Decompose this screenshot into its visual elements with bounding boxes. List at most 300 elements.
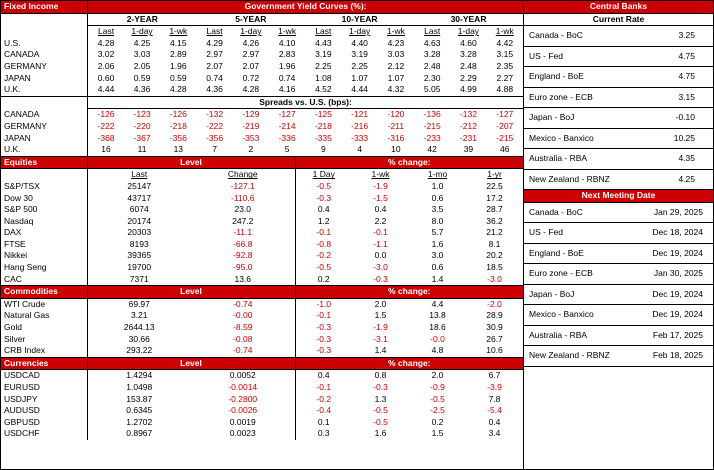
spread-value: -121 [351,109,369,120]
pct-change-value: -0.3 [373,273,388,284]
pct-change-value: -0.1 [316,310,332,321]
change-value: -0.00 [191,310,295,322]
pct-change-value: 2.2 [374,215,387,226]
spread-value: -123 [133,109,151,120]
col-1wk-eq: 1-wk [371,169,390,180]
table-row [1,298,523,310]
change-value: 0.0023 [191,428,295,440]
col-1yr-eq: 1-yr [487,169,502,180]
fixed-income-table [1,1,523,156]
equities-title: Equities [1,156,87,169]
table-row [524,223,713,244]
yield-value: 3.02 [97,49,115,60]
change-value: -0.2800 [191,394,295,406]
change-value: -110.6 [191,193,295,205]
row-label: USDCHF [1,428,87,440]
yield-value: 5.05 [423,84,441,95]
spacer-cell-2 [1,26,88,38]
table-row [524,87,713,108]
col-change-eq: Change [191,169,295,181]
pct-change-value: -0.1 [316,382,332,392]
next-meeting-title-row [524,190,713,203]
spread-value: -212 [459,120,477,131]
table-row [1,405,523,417]
yield-value: 1.96 [278,60,296,71]
spread-value: 4 [357,144,362,155]
pct-change-value: -0.2 [316,393,332,404]
spread-value: -215 [423,120,441,131]
pct-change-value: -1.1 [373,238,388,249]
col-1day-eq: 1 Day [312,169,335,180]
bank-value: Feb 18, 2025 [643,346,713,367]
yield-value: 1.08 [315,72,332,83]
bank-name: New Zealand - RBNZ [524,169,643,190]
col-last-eq: Last [131,169,148,180]
equities-header-row [1,156,523,169]
change-value: 0.0019 [191,417,295,429]
row-label: CRB Index [1,345,87,357]
row-label: Natural Gas [1,310,87,322]
pct-change-value: -3.0 [373,262,388,273]
pct-change-value: -0.0 [430,333,445,344]
last-value: 293.22 [126,345,153,356]
yield-value: 0.74 [278,72,296,83]
pct-change-value: 0.6 [431,192,444,203]
table-row [524,46,713,67]
table-row [1,310,523,322]
table-row [1,227,523,239]
pct-change-value: -0.1 [373,227,388,238]
table-row [1,38,523,50]
commodities-level-label: Level [87,286,295,299]
equities-table [1,156,523,440]
equities-col-header-row [1,169,523,181]
pct-change-value: -0.5 [373,416,388,427]
pct-change-value: 1.5 [431,428,444,439]
table-row [1,345,523,357]
tenor-2y: 2-YEAR [88,13,197,26]
table-row [1,61,523,73]
pct-change-value: 0.6 [431,262,444,273]
central-banks-title: Central Banks [524,1,713,13]
pct-change-value: -0.2 [316,250,332,261]
pct-change-value: -2.5 [430,405,445,416]
yield-value: 1.07 [351,72,368,83]
yield-value: 2.29 [460,72,477,83]
row-label: CANADA [1,49,88,61]
pct-change-value: 0.0 [374,250,387,261]
yield-value: 2.27 [496,72,514,83]
change-value: -0.74 [191,345,295,357]
change-value: 23.0 [191,204,295,216]
yield-value: 1.96 [170,60,187,71]
yield-value: 2.05 [133,60,151,71]
yield-value: 3.28 [423,49,441,60]
pct-change-value: 6.7 [488,370,501,381]
spread-value: -207 [496,120,514,131]
pct-change-value: 0.1 [317,416,330,427]
commodities-title: Commodities [1,286,87,299]
pct-change-value: 0.8 [374,370,387,381]
pct-change-value: 8.1 [488,238,501,249]
table-row [524,305,713,326]
yield-value: 2.48 [460,60,477,71]
row-label: Nikkei [1,250,87,262]
change-value: 0.0052 [191,370,295,382]
bank-value: 3.15 [643,87,713,108]
pct-change-value: 7.8 [488,393,501,404]
last-value: 0.6345 [126,405,153,416]
table-row [1,181,523,193]
spread-value: -356 [169,132,187,143]
fixed-income-title: Fixed Income [1,1,88,13]
pct-change-value: -3.9 [487,382,502,392]
pct-change-value: 1.6 [374,428,387,439]
yield-value: 4.63 [423,37,441,48]
spread-value: -222 [206,120,224,131]
pct-change-value: 3.5 [431,204,444,215]
spread-value: -220 [133,120,151,131]
row-label: GERMANY [1,61,88,73]
yield-value: 2.97 [206,49,223,60]
pct-change-value: 4.4 [431,298,444,309]
bank-name: New Zealand - RBNZ [524,346,643,367]
spread-value: -126 [97,109,115,120]
spread-value: 9 [321,144,326,155]
last-value: 69.97 [128,298,150,309]
change-value: 13.6 [191,274,295,286]
row-label: S&P 500 [1,204,87,216]
pct-change-value: 28.9 [486,310,503,321]
spread-value: -214 [278,120,296,131]
tenor-5y: 5-YEAR [196,13,305,26]
yield-value: 0.59 [133,72,151,83]
spread-value: 46 [500,144,510,155]
spread-value: -368 [97,132,115,143]
table-row [524,264,713,285]
bank-value: 10.25 [643,128,713,149]
last-value: 153.87 [126,393,153,404]
pct-change-value: 0.4 [374,204,387,215]
pct-change-value: 0.2 [431,416,444,427]
table-row [524,243,713,264]
yield-value: 4.28 [97,37,115,48]
spread-value: -132 [459,109,477,120]
yield-value: 2.07 [206,60,223,71]
spread-value: 2 [248,144,254,155]
table-row [1,428,523,440]
last-value: 6074 [129,204,149,215]
last-value: 43717 [127,192,152,203]
spread-value: 10 [391,144,401,155]
pct-change-value: -1.5 [373,192,388,203]
row-label: CAC [1,274,87,286]
table-row [524,169,713,190]
col-1wk-2y: 1-wk [169,26,188,37]
yield-value: 4.88 [496,84,514,95]
bank-name: Japan - BoJ [524,284,643,305]
yield-value: 2.12 [387,60,405,71]
row-label: WTI Crude [1,298,87,310]
row-label: JAPAN [1,133,88,145]
pct-change-value: 2.0 [431,370,444,381]
pct-change-value: 0.4 [317,204,330,215]
pct-change-value: -0.8 [316,238,332,249]
last-value: 20174 [127,215,152,226]
change-value: -0.74 [191,298,295,310]
spread-value: 16 [101,144,111,155]
col-last-5y: Last [206,26,223,37]
spread-value: -335 [314,132,332,143]
currencies-level-label: Level [87,357,295,370]
yield-value: 0.74 [206,72,223,83]
spread-value: -219 [242,120,260,131]
bank-name: England - BoE [524,67,643,88]
change-value: -11.1 [191,227,295,239]
col-1wk-5y: 1-wk [278,26,297,37]
yield-col-header-row [1,26,523,38]
table-row [1,239,523,251]
bank-value: 4.35 [643,149,713,170]
currencies-title: Currencies [1,357,87,370]
bank-value: Dec 19, 2024 [643,284,713,305]
bank-name: US - Fed [524,46,643,67]
pct-change-value: -3.0 [487,273,502,284]
pct-change-value: 30.9 [486,322,503,333]
table-row [1,274,523,286]
spread-value: -353 [242,132,260,143]
spread-value: -222 [97,120,115,131]
bank-value: 4.25 [643,169,713,190]
col-1day-5y: 1-day [240,26,262,37]
equities-level-label: Level [87,156,295,169]
pct-change-value: 5.7 [431,227,444,238]
spread-value: -216 [351,120,369,131]
pct-change-value: 3.4 [488,428,501,439]
yield-value: 2.83 [278,49,296,60]
row-label: Gold [1,322,87,334]
table-row [1,204,523,216]
pct-change-value: 10.6 [486,345,503,356]
yield-value: 0.72 [242,72,260,83]
yield-value: 2.89 [170,49,187,60]
table-row [1,262,523,274]
yield-value: 4.52 [315,84,332,95]
yield-value: 4.28 [170,84,187,95]
pct-change-value: -0.5 [316,180,332,191]
pct-change-value: -0.9 [430,382,445,392]
change-value: -0.08 [191,334,295,346]
pct-change-value: 1.6 [431,238,444,249]
yield-value: 3.15 [496,49,514,60]
row-label: GERMANY [1,121,88,133]
spacer-cell-3 [1,96,88,109]
spacer-cell [1,13,88,26]
spread-value: -129 [242,109,260,120]
pct-change-value: 20.2 [486,250,503,261]
current-rate-row [524,13,713,26]
yield-value: 2.25 [315,60,332,71]
pct-change-value: -0.3 [316,345,332,356]
spread-value: 7 [212,144,217,155]
spread-value: -126 [169,109,187,120]
last-value: 7371 [129,273,149,284]
pct-change-value: -1.9 [373,180,388,191]
pct-change-value: 18.6 [429,322,446,333]
last-value: 39365 [127,250,152,261]
row-label: CANADA [1,109,88,121]
row-label: DAX [1,227,87,239]
pct-change-value: 0.3 [317,428,330,439]
yield-value: 2.30 [423,72,441,83]
yield-value: 4.36 [206,84,223,95]
spread-value: -316 [387,132,405,143]
yield-value: 3.19 [315,49,332,60]
row-label: Silver [1,334,87,346]
table-row [1,49,523,61]
gov-yield-title: Government Yield Curves (%): [88,1,523,13]
table-row [1,370,523,382]
table-row [1,417,523,429]
pct-change-value: -0.3 [316,333,332,344]
table-row [524,325,713,346]
yield-value: 4.99 [460,84,477,95]
pct-change-value: 0.2 [317,273,330,284]
table-row [524,346,713,367]
table-row [1,382,523,394]
bank-value: 4.75 [643,67,713,88]
table-row [1,322,523,334]
central-banks-title-row [524,1,713,13]
yield-value: 3.28 [460,49,477,60]
spread-value: -218 [169,120,187,131]
commodities-pct-label: % change: [295,286,523,299]
spread-value: -125 [314,109,332,120]
pct-change-value: -5.4 [487,405,502,416]
yield-value: 4.29 [206,37,223,48]
table-row [1,73,523,85]
bank-name: Australia - RBA [524,325,643,346]
spread-value: 5 [284,144,290,155]
central-banks-table [524,1,713,367]
row-label: U.K. [1,84,88,96]
last-value: 19700 [127,262,152,273]
spread-value: -367 [133,132,151,143]
row-label: USDJPY [1,394,87,406]
currencies-header-row [1,357,523,370]
yield-value: 4.15 [170,37,187,48]
pct-change-value: 21.2 [486,227,503,238]
row-label: Hang Seng [1,262,87,274]
table-row [1,84,523,96]
pct-change-value: 18.5 [486,262,503,273]
row-label: Nasdaq [1,216,87,228]
bank-name: Canada - BoC [524,26,643,47]
table-row [524,149,713,170]
yield-value: 4.40 [351,37,368,48]
bank-value: Dec 19, 2024 [643,305,713,326]
yield-value: 4.16 [278,84,296,95]
pct-change-value: -0.3 [373,382,388,392]
table-row [1,133,523,145]
row-label: USDCAD [1,370,87,382]
yield-value: 4.42 [496,37,514,48]
change-value: 247.2 [191,216,295,228]
yield-value: 4.23 [387,37,405,48]
bank-value: -0.10 [643,108,713,129]
tenor-10y: 10-YEAR [305,13,414,26]
bank-value: Dec 19, 2024 [643,243,713,264]
fixed-income-header-row [1,1,523,13]
yield-value: 2.06 [97,60,115,71]
yield-value: 3.03 [387,49,405,60]
spread-value: -127 [496,109,514,120]
last-value: 8193 [129,238,149,249]
bank-name: Australia - RBA [524,149,643,170]
bank-name: Euro zone - ECB [524,264,643,285]
bank-name: Euro zone - ECB [524,87,643,108]
bank-name: Japan - BoJ [524,108,643,129]
pct-change-value: -0.5 [430,393,445,404]
pct-change-value: 1.4 [431,273,444,284]
pct-change-value: 1.3 [374,393,387,404]
pct-change-value: 2.0 [374,298,387,309]
spread-value: -211 [387,120,405,131]
last-value: 3.21 [130,310,148,321]
pct-change-value: -2.0 [487,298,502,309]
spread-value: -356 [206,132,224,143]
bank-value: Feb 17, 2025 [643,325,713,346]
pct-change-value: 1.5 [374,310,387,321]
yield-value: 0.59 [170,72,187,83]
pct-change-value: -0.5 [316,262,332,273]
last-value: 25147 [127,180,152,191]
bank-value: Dec 18, 2024 [643,223,713,244]
last-value: 30.66 [128,333,150,344]
spread-value: 42 [427,144,437,155]
change-value: -66.8 [191,239,295,251]
change-value: -95.0 [191,262,295,274]
yield-value: 2.35 [496,60,514,71]
table-row [524,128,713,149]
last-value: 2644.13 [123,322,155,333]
tenor-header-row [1,13,523,26]
row-label: AUDUSD [1,405,87,417]
yield-value: 1.07 [387,72,405,83]
yield-value: 0.60 [97,72,115,83]
row-label: EURUSD [1,382,87,394]
table-row [524,67,713,88]
yield-value: 4.10 [278,37,296,48]
row-label: JAPAN [1,73,88,85]
change-value: -8.59 [191,322,295,334]
spread-value: -132 [206,109,224,120]
currencies-pct-label: % change: [295,357,523,370]
yield-value: 2.48 [423,60,441,71]
pct-change-value: -0.3 [316,322,332,333]
yield-value: 4.44 [97,84,115,95]
row-label: U.S. [1,38,88,50]
table-row [524,26,713,47]
table-row [1,121,523,133]
current-rate-title: Current Rate [524,13,713,26]
row-label: FTSE [1,239,87,251]
spreads-header-row [1,96,523,109]
table-row [1,250,523,262]
pct-change-value: -3.1 [373,333,388,344]
col-last-10y: Last [315,26,332,37]
spreads-title: Spreads vs. U.S. (bps): [88,96,523,109]
